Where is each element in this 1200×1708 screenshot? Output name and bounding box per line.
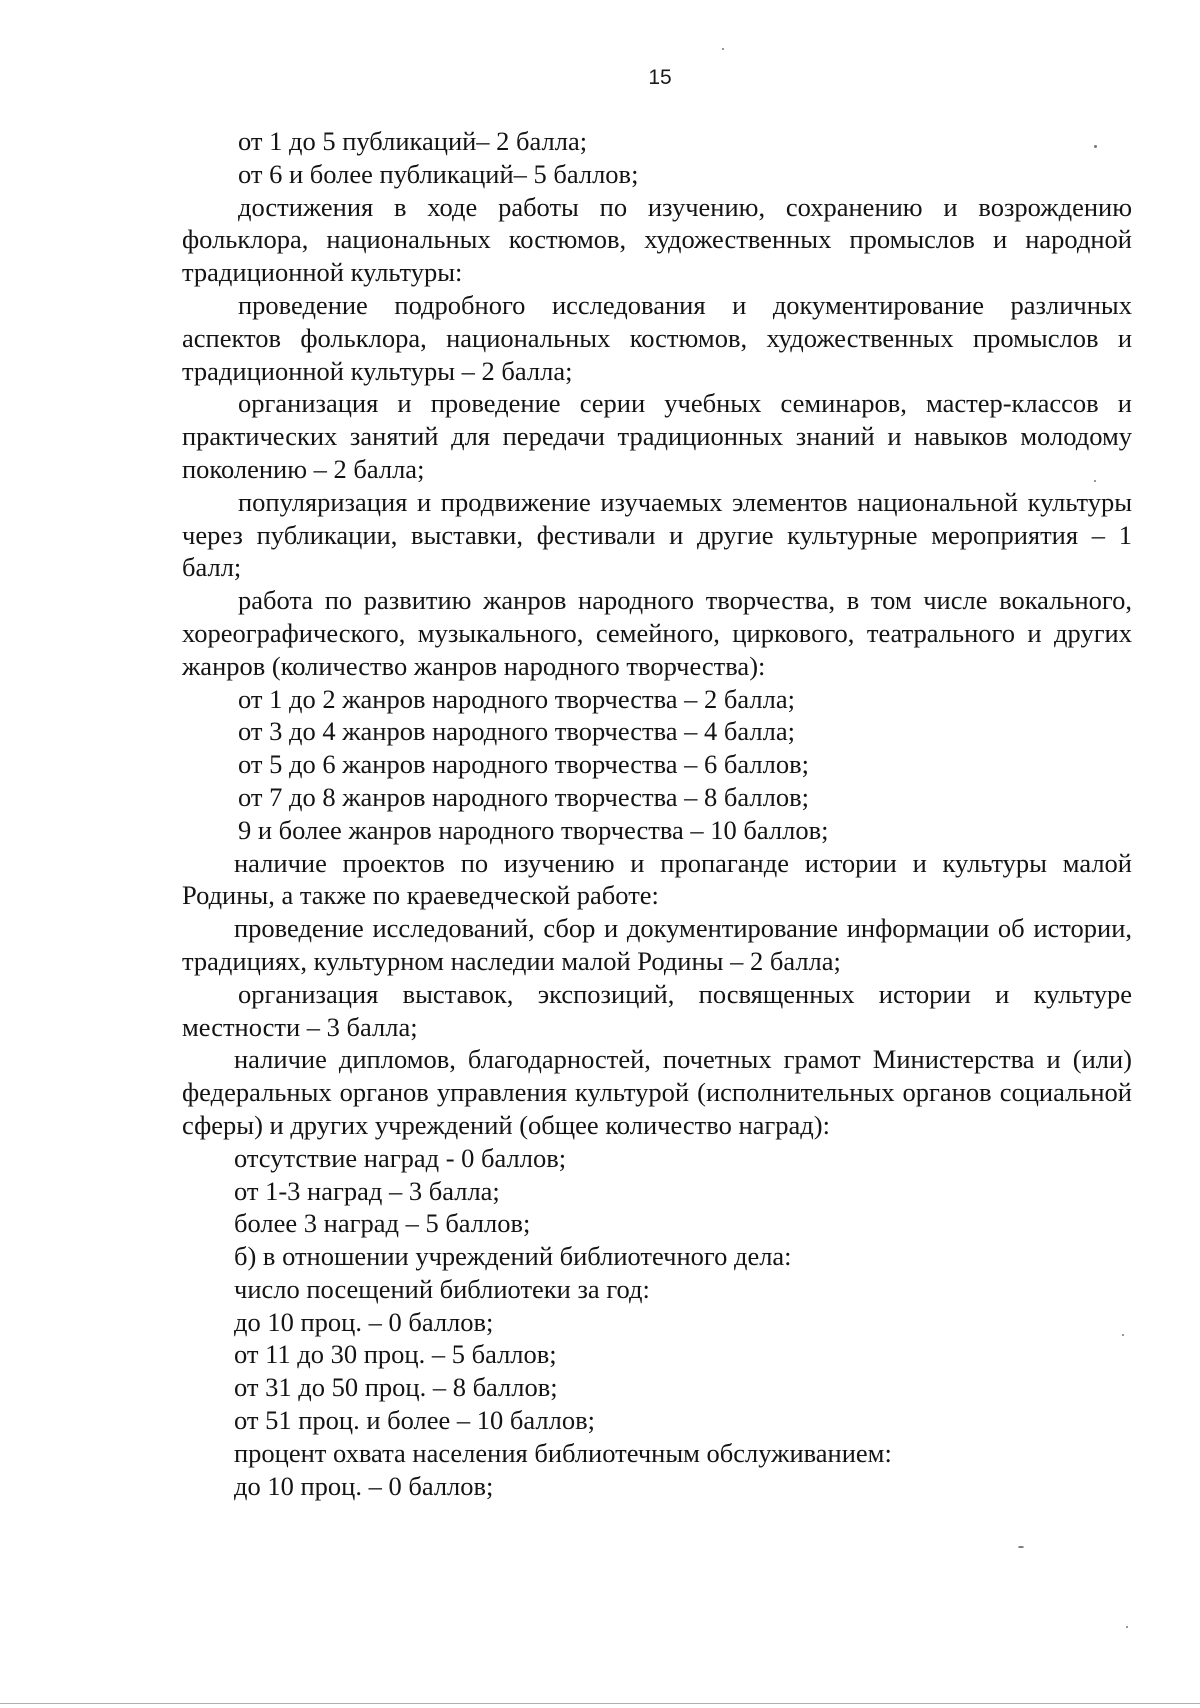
paragraph-8: от 1 до 2 жанров народного творчества – 2 балла; [238, 683, 795, 714]
paragraph-17: отсутствие наград - 0 баллов; [234, 1142, 567, 1173]
paragraph-27: до 10 проц. – 0 баллов; [234, 1470, 494, 1501]
paragraph-7: работа по развитию жанров народного творчества, в том числе вокального, хореографического, музыкального, семейного, циркового, театрального и других жанров (количество жанров народного творчества): [182, 585, 1132, 681]
paragraph-11: от 7 до 8 жанров народного творчества – 8 баллов; [238, 781, 809, 812]
paragraph-9: от 3 до 4 жанров народного творчества – 4 балла; [238, 716, 795, 747]
scan-speck [1122, 1334, 1124, 1336]
paragraph-24: от 31 до 50 проц. – 8 баллов; [234, 1372, 558, 1403]
paragraph-10: от 5 до 6 жанров народного творчества – 6 баллов; [238, 749, 809, 780]
paragraph-6: популяризация и продвижение изучаемых элементов национальной культуры через публикации, выставки, фестивали и другие культурные мероприятия – 1 балл; [182, 486, 1132, 583]
paragraph-14: проведение исследований, сбор и документирование информации об истории, традициях, культурном наследии малой Родины – 2 балла; [182, 913, 1132, 976]
paragraph-16: наличие дипломов, благодарностей, почетных грамот Министерства и (или) федеральных органов управления культурой (исполнительных органов социальной сферы) и других учреждений (общее количество наград): [182, 1044, 1132, 1140]
paragraph-3: достижения в ходе работы по изучению, сохранению и возрождению фольклора, национальных костюмов, художественных промыслов и народной традиционной культуры: [182, 191, 1132, 288]
scan-speck [1094, 145, 1097, 148]
document-body [182, 125, 1132, 1502]
scan-speck [1126, 1626, 1128, 1628]
scan-speck [1018, 1546, 1024, 1548]
paragraph-25: от 51 проц. и более – 10 баллов; [234, 1405, 595, 1436]
page-edge-line [0, 1703, 1200, 1704]
paragraph-18: от 1-3 наград – 3 балла; [234, 1175, 500, 1206]
paragraph-15: организация выставок, экспозиций, посвященных истории и культуре местности – 3 балла; [182, 978, 1132, 1042]
scan-speck [722, 48, 724, 50]
paragraph-20: б) в отношении учреждений библиотечного дела: [234, 1241, 792, 1272]
paragraph-2: от 6 и более публикаций– 5 баллов; [238, 158, 639, 189]
paragraph-26: процент охвата населения библиотечным обслуживанием: [234, 1437, 892, 1468]
paragraph-22: до 10 проц. – 0 баллов; [234, 1306, 494, 1337]
paragraph-1: от 1 до 5 публикаций– 2 балла; [238, 126, 588, 156]
page-number: 15 [648, 66, 672, 89]
paragraph-13: наличие проектов по изучению и пропаганде истории и культуры малой Родины, а также по краеведческой работе: [182, 847, 1132, 911]
scan-speck [1094, 480, 1096, 482]
paragraph-21: число посещений библиотеки за год: [234, 1273, 650, 1304]
paragraph-12: 9 и более жанров народного творчества – 10 баллов; [238, 814, 829, 845]
paragraph-19: более 3 наград – 5 баллов; [234, 1208, 531, 1239]
paragraph-5: организация и проведение серии учебных семинаров, мастер-классов и практических занятий для передачи традиционных знаний и навыков молодому поколению – 2 балла; [182, 388, 1132, 484]
paragraph-4: проведение подробного исследования и документирование различных аспектов фольклора, национальных костюмов, художественных промыслов и традиционной культуры – 2 балла; [182, 289, 1132, 386]
paragraph-23: от 11 до 30 проц. – 5 баллов; [234, 1339, 557, 1370]
